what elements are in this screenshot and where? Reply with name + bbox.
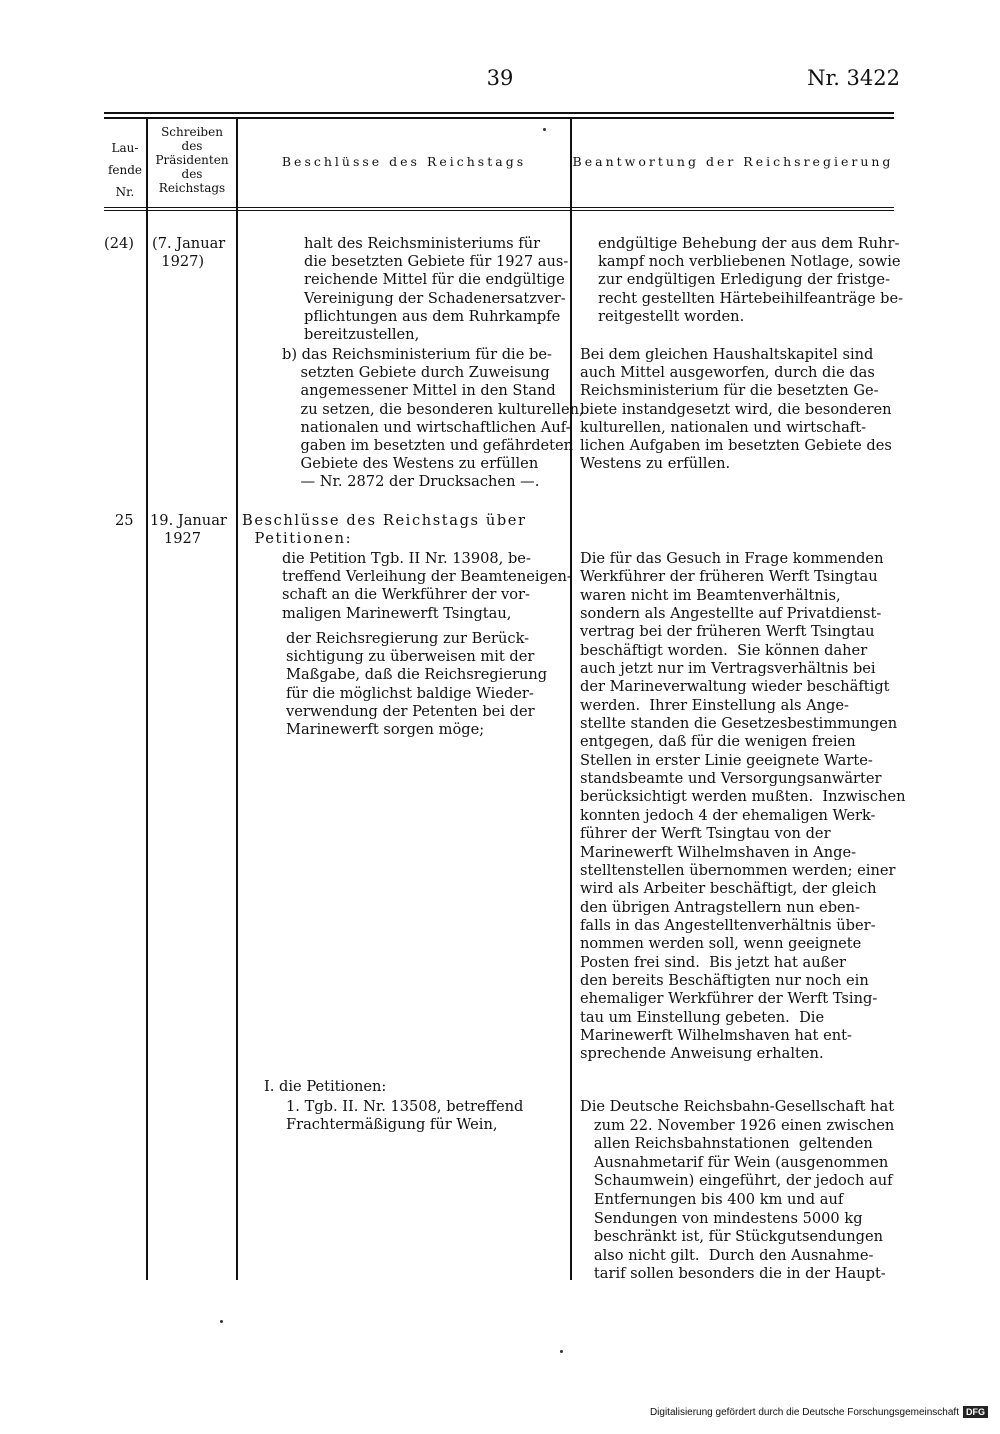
- header-bottom-rule-2: [104, 210, 894, 211]
- row-24-date: (7. Januar 1927): [152, 235, 226, 271]
- row-25-petitions-heading: I. die Petitionen:: [264, 1078, 387, 1095]
- scan-speck: [220, 1320, 223, 1323]
- column-separator-2: [236, 117, 238, 1280]
- column-separator-1: [146, 117, 148, 1280]
- row-24-decision-a: halt des Reichsministeriums für die besetzten Gebiete für 1927 aus- reichende Mittel für die endgültige Vereinigung der Schadenersatzver- pflichtungen aus dem Ruhrkampfe bereitzustellen,: [304, 235, 569, 344]
- row-25-heading: Beschlüsse des Reichstags über Petitionen:: [242, 512, 527, 548]
- row-25-date: 19. Januar 1927: [150, 512, 227, 548]
- page-number: 39: [486, 66, 514, 90]
- scan-speck: [560, 1350, 563, 1353]
- digitization-credit: [650, 1406, 988, 1418]
- row-25-answer-1: Die für das Gesuch in Frage kommenden Werkführer der früheren Werft Tsingtau waren nicht im Beamtenverhältnis, sondern als Angestellte auf Privatdienst- vertrag bei der früheren Werft Tsingtau beschäftigt worden. Sie können daher auch jetzt nur im Vertragsverhältnis bei der Marineverwaltung wieder beschäftigt werden. Ihrer Einstellung als Ange- stellte standen die Gesetzesbestimmungen entgegen, daß für die wenigen freien Stellen in erster Linie geeignete Warte- standsbeamte und Versorgungsanwärter berücksichtigt werden mußten. Inzwischen konnten jedoch 4 der ehemaligen Werk- führer der Werft Tsingtau von der Marinewerft Wilhelmshaven in Ange- stelltenstellen übernommen werden; einer wird als Arbeiter beschäftigt, der gleich den übrigen Antragstellern nun eben- falls in das Angestelltenverhältnis über- nommen werden soll, wenn geeignete Posten frei sind. Bis jetzt hat außer den bereits Beschäftigten nur noch ein ehemaliger Werkführer der Werft Tsing- tau um Einstellung gebeten. Die Marinewerft Wilhelmshaven hat ent- sprechende Anweisung erhalten.: [580, 550, 906, 1063]
- row-25-answer-2: Die Deutsche Reichsbahn-Gesellschaft hat zum 22. November 1926 einen zwischen allen Reichsbahnstationen geltenden Ausnahmetarif für Wein (ausgenommen Schaumwein) eingeführt, der jedoch auf Entfernungen bis 400 km und auf Sendungen von mindestens 5000 kg beschränkt ist, für Stückgutsendungen also nicht gilt. Durch den Ausnahme- tarif sollen besonders die in der Haupt-: [580, 1098, 895, 1283]
- top-double-rule-1: [104, 112, 894, 114]
- scan-speck: [543, 128, 546, 131]
- row-24-answer-a: endgültige Behebung der aus dem Ruhr- kampf noch verbliebenen Notlage, sowie zur endgültigen Erledigung der fristge- recht gestellten Härtebeihilfeanträge be- reitgestellt worden.: [598, 235, 904, 325]
- top-double-rule-2: [104, 117, 894, 119]
- header-schreiben: Schreiben des Präsidenten des Reichstags: [155, 125, 229, 195]
- row-25-petition-2: 1. Tgb. II. Nr. 13508, betreffend Frachtermäßigung für Wein,: [286, 1098, 524, 1134]
- header-beschluesse: Beschlüsse des Reichstags: [281, 154, 527, 169]
- header-beantwortung: Beantwortung der Reichsregierung: [572, 154, 894, 169]
- credit-text: Digitalisierung gefördert durch die Deutsche Forschungsgemeinschaft: [649, 1406, 959, 1418]
- row-24-decision-b: b) das Reichsministerium für die be- setzten Gebiete durch Zuweisung angemessener Mittel in den Stand zu setzen, die besonderen kulturellen, nationalen und wirtschaftlichen Auf- gaben im besetzten und gefährdeten Gebiete des Westens zu erfüllen — Nr. 2872 der Drucksachen —.: [282, 346, 584, 491]
- column-separator-3: [570, 117, 572, 1280]
- header-bottom-rule: [104, 207, 894, 208]
- document-number: Nr. 3422: [807, 66, 900, 90]
- row-24-number: (24): [104, 235, 134, 252]
- dfg-logo: DFG: [963, 1406, 988, 1418]
- header-laufende-nr: Lau- fende Nr.: [107, 141, 143, 199]
- row-25-number: 25: [115, 512, 134, 529]
- row-25-petition-1: die Petition Tgb. II Nr. 13908, be- treffend Verleihung der Beamteneigen- schaft an die Werkführer der vor- maligen Marinewerft Tsingtau,: [282, 550, 572, 622]
- row-25-petition-1-resolution: der Reichsregierung zur Berück- sichtigung zu überweisen mit der Maßgabe, daß die Reichsregierung für die möglichst baldige Wieder- verwendung der Petenten bei der Marinewerft sorgen möge;: [286, 630, 548, 739]
- row-24-answer-b: Bei dem gleichen Haushaltskapitel sind auch Mittel ausgeworfen, durch die das Reichsministerium für die besetzten Ge- biete instandgesetzt wird, die besonderen kulturellen, nationalen und wirtschaft- lichen Aufgaben im besetzten Gebiete des Westens zu erfüllen.: [580, 346, 892, 473]
